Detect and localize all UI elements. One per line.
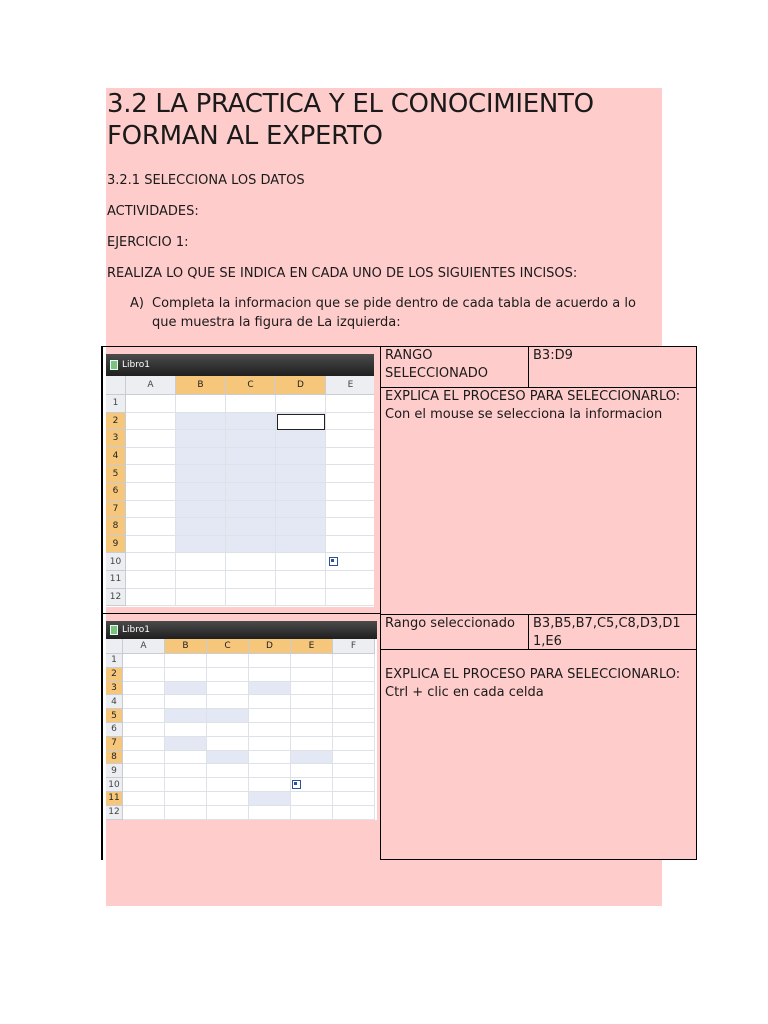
grid-cell bbox=[165, 695, 207, 709]
grid-cell bbox=[226, 571, 276, 589]
grid-cell bbox=[165, 778, 207, 792]
explain-label: EXPLICA EL PROCESO PARA SELECCIONARLO: bbox=[385, 389, 681, 404]
grid-cell bbox=[207, 806, 249, 820]
grid-cell bbox=[176, 501, 226, 519]
section-subtitle: 3.2.1 SELECCIONA LOS DATOS bbox=[107, 173, 305, 188]
grid-cell bbox=[126, 501, 176, 519]
grid-cell bbox=[126, 465, 176, 483]
grid-cell bbox=[291, 764, 333, 778]
row-header: 10 bbox=[106, 553, 126, 571]
grid-cell bbox=[207, 654, 249, 668]
row-header: 9 bbox=[106, 536, 126, 554]
range-label: Rango seleccionado bbox=[385, 616, 515, 631]
grid-cell bbox=[333, 778, 375, 792]
range-label-cell-1 bbox=[380, 346, 529, 388]
grid-cell bbox=[226, 413, 276, 431]
grid-cell bbox=[165, 668, 207, 682]
grid-cell bbox=[326, 465, 374, 483]
grid-cell bbox=[291, 723, 333, 737]
grid-cell bbox=[126, 430, 176, 448]
list-item-letter: A) bbox=[130, 296, 144, 311]
grid-cell bbox=[276, 553, 326, 571]
grid-cell bbox=[249, 695, 291, 709]
grid-cell bbox=[176, 536, 226, 554]
grid-cell bbox=[276, 518, 326, 536]
row-header: 4 bbox=[106, 448, 126, 466]
grid-cell bbox=[165, 737, 207, 751]
row-header: 2 bbox=[106, 413, 126, 431]
sheet-title-bar bbox=[106, 354, 374, 376]
grid-cell bbox=[207, 751, 249, 765]
explain-value: Con el mouse se selecciona la informacion bbox=[385, 407, 663, 422]
grid-cell bbox=[249, 723, 291, 737]
grid-cell bbox=[176, 553, 226, 571]
column-header: B bbox=[165, 639, 207, 654]
row-header: 12 bbox=[106, 589, 126, 607]
grid-cell bbox=[176, 413, 226, 431]
row-header: 12 bbox=[106, 806, 123, 820]
grid-cell bbox=[226, 536, 276, 554]
grid-cell bbox=[333, 751, 375, 765]
range-label-cell-2 bbox=[380, 614, 529, 650]
explain-cell-2 bbox=[380, 649, 697, 860]
grid-cell bbox=[226, 395, 276, 413]
row-header: 3 bbox=[106, 682, 123, 696]
grid-cell bbox=[291, 654, 333, 668]
row-header: 6 bbox=[106, 483, 126, 501]
select-all-corner bbox=[106, 376, 126, 395]
table-left-border bbox=[101, 346, 103, 860]
grid-cell bbox=[207, 682, 249, 696]
grid-cell bbox=[291, 751, 333, 765]
row-header: 1 bbox=[106, 395, 126, 413]
row-header: 11 bbox=[106, 571, 126, 589]
grid-cell bbox=[276, 483, 326, 501]
row-header: 1 bbox=[106, 654, 123, 668]
range-label: RANGO SELECCIONADO bbox=[385, 348, 489, 381]
workbook-icon bbox=[110, 360, 118, 370]
grid-cell bbox=[276, 465, 326, 483]
row-header: 5 bbox=[106, 465, 126, 483]
row-header: 7 bbox=[106, 501, 126, 519]
grid-cell bbox=[249, 806, 291, 820]
range-value-cell-2 bbox=[528, 614, 697, 650]
grid-cell bbox=[326, 430, 374, 448]
grid-cell bbox=[165, 764, 207, 778]
grid-cell bbox=[126, 413, 176, 431]
row-header: 6 bbox=[106, 723, 123, 737]
grid-cell bbox=[249, 778, 291, 792]
grid-cell bbox=[165, 682, 207, 696]
grid-cell bbox=[165, 792, 207, 806]
row-header: 10 bbox=[106, 778, 123, 792]
column-header: D bbox=[249, 639, 291, 654]
grid-cell bbox=[176, 589, 226, 607]
column-header: A bbox=[123, 639, 165, 654]
column-header: D bbox=[276, 376, 326, 395]
grid-cell bbox=[226, 589, 276, 607]
range-value: B3:D9 bbox=[533, 348, 573, 363]
grid-cell bbox=[333, 709, 375, 723]
sheet-title-bar bbox=[106, 621, 377, 639]
grid-cell bbox=[176, 448, 226, 466]
page-title: 3.2 LA PRACTICA Y EL CONOCIMIENTO FORMAN AL EXPERTO bbox=[107, 89, 594, 151]
grid-cell bbox=[123, 806, 165, 820]
grid-cell bbox=[333, 668, 375, 682]
grid-cell bbox=[276, 536, 326, 554]
grid-cell bbox=[291, 668, 333, 682]
grid-cell bbox=[123, 778, 165, 792]
list-item-text: Completa la informacion que se pide dentro de cada tabla de acuerdo a lo que muestra la figura de La izquierda: bbox=[152, 296, 636, 330]
grid-cell bbox=[207, 737, 249, 751]
grid-cell bbox=[123, 695, 165, 709]
grid-cell bbox=[126, 518, 176, 536]
grid-cell bbox=[333, 695, 375, 709]
grid-cell bbox=[291, 806, 333, 820]
grid-cell bbox=[333, 682, 375, 696]
column-header: B bbox=[176, 376, 226, 395]
grid-cell bbox=[165, 751, 207, 765]
column-header: F bbox=[333, 639, 375, 654]
grid-cell bbox=[291, 792, 333, 806]
explain-cell-1 bbox=[380, 387, 697, 615]
grid-cell bbox=[276, 501, 326, 519]
grid-cell bbox=[123, 709, 165, 723]
row-header: 9 bbox=[106, 764, 123, 778]
range-value: B3,B5,B7,C5,C8,D3,D1 1,E6 bbox=[533, 616, 681, 649]
grid-cell bbox=[249, 682, 291, 696]
grid-cell bbox=[126, 536, 176, 554]
grid-cell bbox=[123, 751, 165, 765]
grid-cell bbox=[333, 806, 375, 820]
grid-cell bbox=[276, 571, 326, 589]
grid-cell bbox=[126, 553, 176, 571]
grid-cell bbox=[326, 589, 374, 607]
grid-cell bbox=[207, 709, 249, 723]
grid-cell bbox=[123, 723, 165, 737]
grid-cell bbox=[326, 501, 374, 519]
grid-cell bbox=[123, 764, 165, 778]
grid-cell bbox=[176, 571, 226, 589]
grid-cell bbox=[276, 430, 326, 448]
grid-cell bbox=[176, 430, 226, 448]
grid-cell bbox=[226, 465, 276, 483]
active-cell bbox=[277, 414, 325, 430]
grid-cell bbox=[333, 737, 375, 751]
sheet-title: Libro1 bbox=[122, 360, 150, 370]
table-middle-border bbox=[101, 613, 381, 614]
grid-cell bbox=[165, 709, 207, 723]
workbook-icon bbox=[110, 625, 118, 635]
grid-cell bbox=[207, 695, 249, 709]
grid-cell bbox=[207, 792, 249, 806]
grid-cell bbox=[226, 448, 276, 466]
quick-analysis-icon bbox=[329, 557, 338, 566]
grid-cell bbox=[226, 430, 276, 448]
grid-cell bbox=[249, 668, 291, 682]
grid-cell bbox=[123, 792, 165, 806]
grid-cell bbox=[249, 709, 291, 723]
grid-cell bbox=[333, 792, 375, 806]
column-header: A bbox=[126, 376, 176, 395]
grid-cell bbox=[226, 483, 276, 501]
grid-cell bbox=[207, 778, 249, 792]
grid-cell bbox=[207, 668, 249, 682]
row-header: 4 bbox=[106, 695, 123, 709]
exercise-label: EJERCICIO 1: bbox=[107, 235, 189, 250]
sheet-title: Libro1 bbox=[122, 625, 150, 635]
grid-cell bbox=[249, 654, 291, 668]
grid-cell bbox=[165, 654, 207, 668]
grid-cell bbox=[123, 737, 165, 751]
grid-cell bbox=[291, 737, 333, 751]
grid-cell bbox=[326, 448, 374, 466]
table-top-border bbox=[101, 346, 381, 347]
grid-cell bbox=[176, 518, 226, 536]
grid-cell bbox=[249, 737, 291, 751]
range-value-cell-1 bbox=[528, 346, 697, 388]
spreadsheet-image-1 bbox=[106, 354, 374, 607]
row-header: 8 bbox=[106, 751, 123, 765]
column-header: C bbox=[207, 639, 249, 654]
row-header: 11 bbox=[106, 792, 123, 806]
column-header: E bbox=[291, 639, 333, 654]
grid-cell bbox=[333, 654, 375, 668]
grid-cell bbox=[226, 553, 276, 571]
explain-value: Ctrl + clic en cada celda bbox=[385, 685, 544, 700]
grid-cell bbox=[123, 668, 165, 682]
grid-cell bbox=[249, 751, 291, 765]
grid-cell bbox=[176, 465, 226, 483]
grid-cell bbox=[326, 483, 374, 501]
list-item-a bbox=[130, 294, 660, 332]
grid-cell bbox=[291, 682, 333, 696]
grid-cell bbox=[326, 395, 374, 413]
activities-label: ACTIVIDADES: bbox=[107, 204, 199, 219]
grid-cell bbox=[165, 806, 207, 820]
grid-cell bbox=[276, 589, 326, 607]
grid-cell bbox=[249, 764, 291, 778]
grid-cell bbox=[326, 536, 374, 554]
grid-cell bbox=[123, 682, 165, 696]
grid-cell bbox=[126, 571, 176, 589]
grid-cell bbox=[176, 483, 226, 501]
grid-cell bbox=[333, 764, 375, 778]
grid-cell bbox=[226, 518, 276, 536]
grid-cell bbox=[326, 413, 374, 431]
row-header: 8 bbox=[106, 518, 126, 536]
grid-cell bbox=[249, 792, 291, 806]
grid-cell bbox=[126, 448, 176, 466]
grid-cell bbox=[165, 723, 207, 737]
grid-cell bbox=[326, 571, 374, 589]
row-header: 5 bbox=[106, 709, 123, 723]
row-header: 3 bbox=[106, 430, 126, 448]
select-all-corner bbox=[106, 639, 123, 654]
quick-analysis-icon bbox=[292, 780, 301, 789]
grid-cell bbox=[176, 395, 226, 413]
row-header: 7 bbox=[106, 737, 123, 751]
grid-cell bbox=[276, 448, 326, 466]
grid-cell bbox=[276, 395, 326, 413]
grid-cell bbox=[326, 518, 374, 536]
grid-cell bbox=[207, 723, 249, 737]
row-header: 2 bbox=[106, 668, 123, 682]
grid-cell bbox=[226, 501, 276, 519]
grid-cell bbox=[291, 709, 333, 723]
grid-cell bbox=[126, 395, 176, 413]
explain-label: EXPLICA EL PROCESO PARA SELECCIONARLO: bbox=[385, 667, 681, 682]
spreadsheet-image-2 bbox=[106, 621, 377, 820]
instruction-text: REALIZA LO QUE SE INDICA EN CADA UNO DE LOS SIGUIENTES INCISOS: bbox=[107, 266, 578, 281]
grid-cell bbox=[126, 589, 176, 607]
grid-cell bbox=[123, 654, 165, 668]
grid-cell bbox=[291, 695, 333, 709]
column-header: E bbox=[326, 376, 374, 395]
grid-cell bbox=[207, 764, 249, 778]
grid-cell bbox=[126, 483, 176, 501]
column-header: C bbox=[226, 376, 276, 395]
grid-cell bbox=[333, 723, 375, 737]
